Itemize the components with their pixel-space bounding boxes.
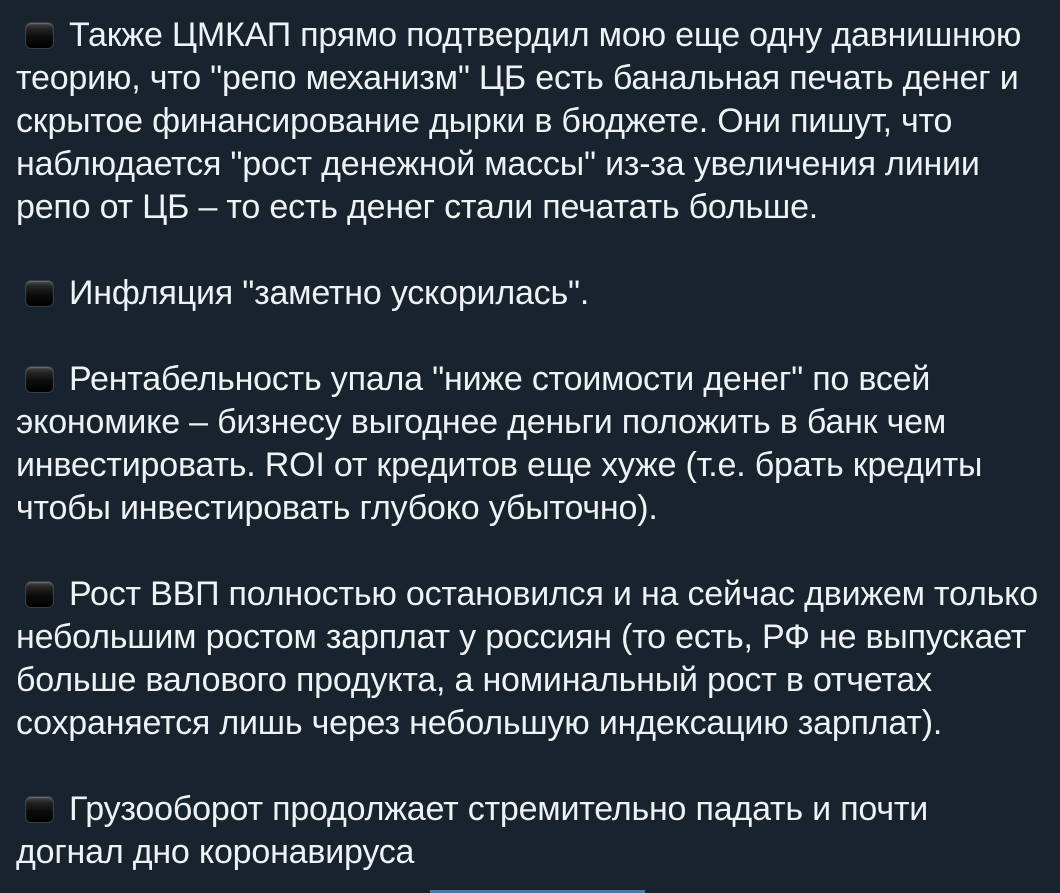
bullet-text: Грузооборот продолжает стремительно падать и почти догнал дно коронавируса: [16, 790, 929, 871]
black-square-icon: [26, 281, 53, 306]
bullet-text: Также ЦМКАП прямо подтвердил мою еще одну давнишнюю теорию, что "репо механизм" ЦБ есть банальная печать денег и скрытое финансирование дырки в бюджете. Они пишут, что наблюдается "рост денежной массы" из-за увеличения линии репо от ЦБ – то есть денег стали печатать больше.: [16, 16, 1022, 226]
black-square-icon: [26, 582, 53, 607]
bullet-paragraph: [16, 573, 1044, 745]
bullet-text: Рост ВВП полностью остановился и на сейчас движем только небольшим ростом зарплат у россиян (то есть, РФ не выпускает больше валового продукта, а номинальный рост в отчетах сохраняется лишь через небольшую индексацию зарплат).: [16, 575, 1038, 742]
bullet-paragraph: [16, 788, 1044, 874]
bullet-paragraph: [16, 358, 1044, 530]
black-square-icon: [26, 367, 53, 392]
bullet-paragraph: [16, 272, 1044, 315]
bullet-paragraph: [16, 14, 1044, 229]
bullet-text: Рентабельность упала "ниже стоимости денег" по всей экономике – бизнесу выгоднее деньги положить в банк чем инвестировать. ROI от кредитов еще хуже (т.е. брать кредиты чтобы инвестировать глубоко убыточно).: [16, 360, 983, 527]
bullet-text: Инфляция "заметно ускорилась".: [69, 274, 590, 312]
black-square-icon: [26, 797, 53, 822]
black-square-icon: [26, 23, 53, 48]
